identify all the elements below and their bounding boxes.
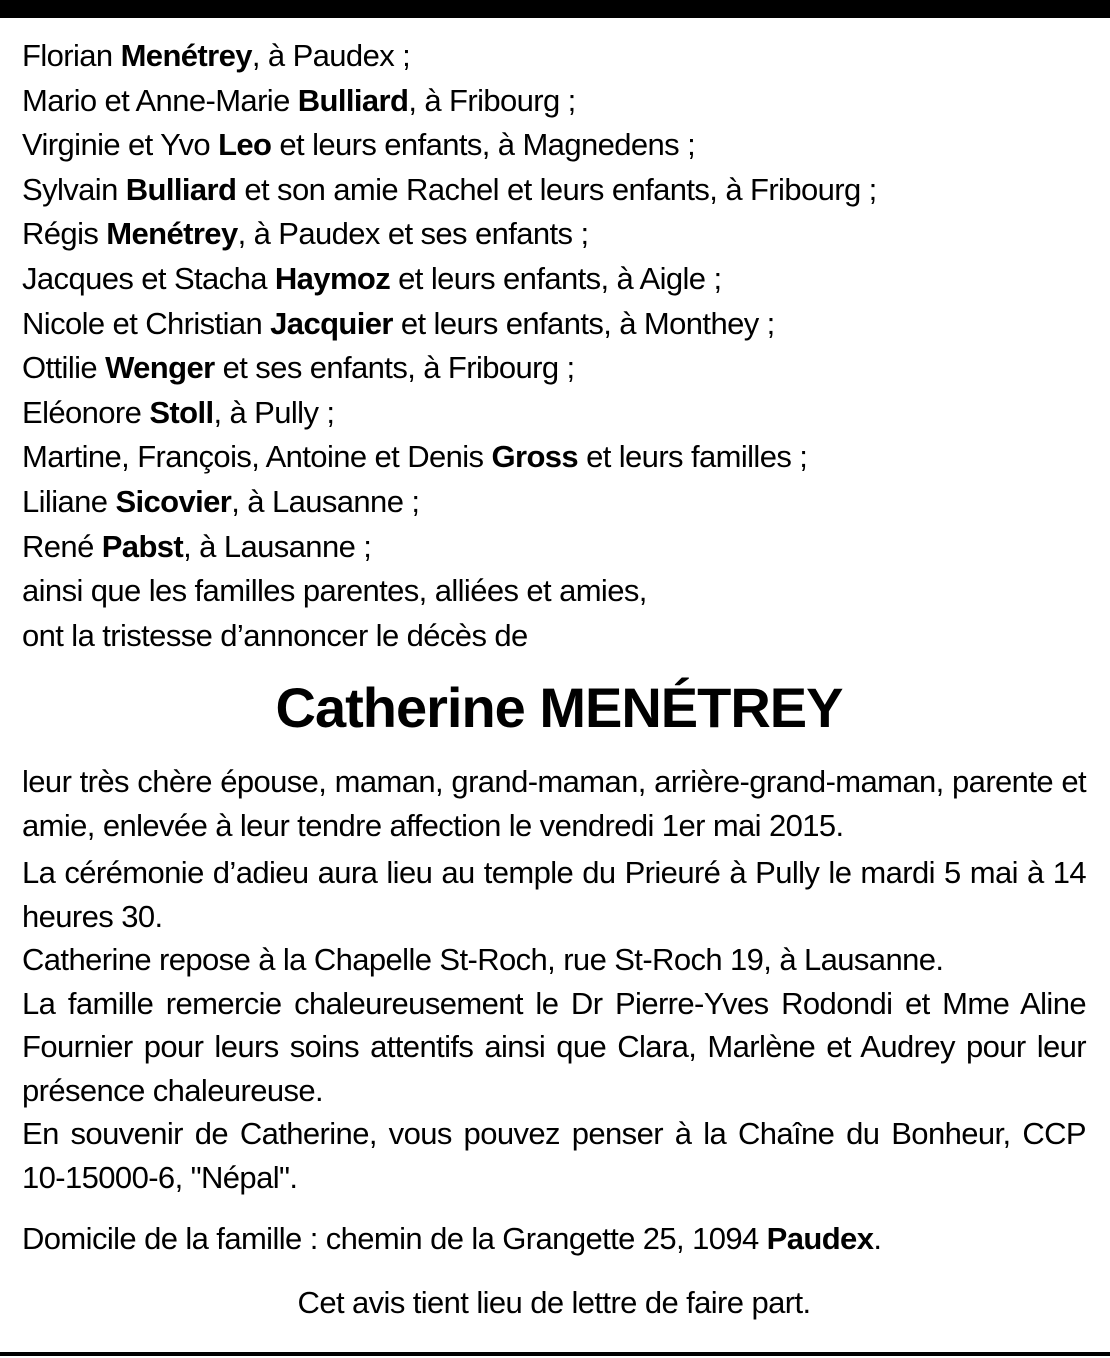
repose-paragraph: Catherine repose à la Chapelle St-Roch, rue St-Roch 19, à Lausanne. (22, 942, 944, 978)
relation-paragraph: leur très chère épouse, maman, grand-maman, arrière-grand-maman, parente et amie, enlevée à leur tendre affection le vendredi 1er mai 2015. (22, 764, 1086, 843)
family-line: Régis Menétrey, à Paudex et ses enfants ; (22, 216, 589, 252)
thanks-paragraph: La famille remercie chaleureusement le Dr Pierre-Yves Rodondi et Mme Aline Fournier pour leurs soins attentifs ainsi que Clara, Marlène et Audrey pour leur présence chaleureuse. (22, 985, 1086, 1108)
top-border-rule (0, 0, 1110, 18)
family-surname: Gross (491, 439, 579, 475)
family-line: Sylvain Bulliard et son amie Rachel et leurs enfants, à Fribourg ; (22, 171, 877, 207)
intro-line: ainsi que les familles parentes, alliées et amies, (22, 573, 647, 609)
bottom-border-rule (0, 1352, 1110, 1356)
family-surname: Menétrey (106, 216, 238, 252)
family-surname: Menétrey (120, 38, 252, 73)
family-surname: Wenger (105, 350, 215, 386)
obituary-notice (22, 34, 1086, 1325)
family-line: Ottilie Wenger et ses enfants, à Fribourg ; (22, 350, 575, 386)
family-surname: Bulliard (297, 82, 409, 118)
family-line: Florian Menétrey, à Paudex ; (22, 38, 411, 73)
family-line: Virginie et Yvo Leo et leurs enfants, à Magnedens ; (22, 127, 696, 163)
family-surname: Pabst (101, 528, 184, 564)
announcement-line: ont la tristesse d’annoncer le décès de (22, 617, 528, 653)
ceremony-paragraph: La cérémonie d’adieu aura lieu au temple du Prieuré à Pully le mardi 5 mai à 14 heures 30. (22, 855, 1086, 934)
family-surname: Jacquier (270, 305, 393, 341)
family-line: Jacques et Stacha Haymoz et leurs enfants, à Aigle ; (22, 260, 722, 296)
family-line: René Pabst, à Lausanne ; (22, 528, 372, 564)
family-line: Mario et Anne-Marie Bulliard, à Fribourg ; (22, 82, 576, 118)
family-line: Nicole et Christian Jacquier et leurs enfants, à Monthey ; (22, 305, 775, 341)
family-line: Martine, François, Antoine et Denis Gross et leurs familles ; (22, 439, 808, 475)
family-surname: Sicovier (115, 483, 232, 519)
family-surname: Haymoz (274, 260, 391, 296)
family-list (22, 34, 1086, 658)
family-line: Eléonore Stoll, à Pully ; (22, 394, 335, 430)
family-surname: Leo (218, 127, 272, 163)
closing-line: Cet avis tient lieu de lettre de faire part. (297, 1285, 811, 1321)
family-surname: Bulliard (125, 171, 237, 207)
donation-paragraph: En souvenir de Catherine, vous pouvez penser à la Chaîne du Bonheur, CCP 10-15000-6, "Népal". (22, 1116, 1086, 1195)
family-surname: Stoll (149, 394, 214, 430)
family-line: Liliane Sicovier, à Lausanne ; (22, 483, 420, 519)
deceased-name: Catherine MENÉTREY (275, 676, 843, 740)
domicile-line: Domicile de la famille : chemin de la Grangette 25, 1094 Paudex. (22, 1221, 882, 1257)
domicile-place: Paudex (766, 1221, 874, 1257)
